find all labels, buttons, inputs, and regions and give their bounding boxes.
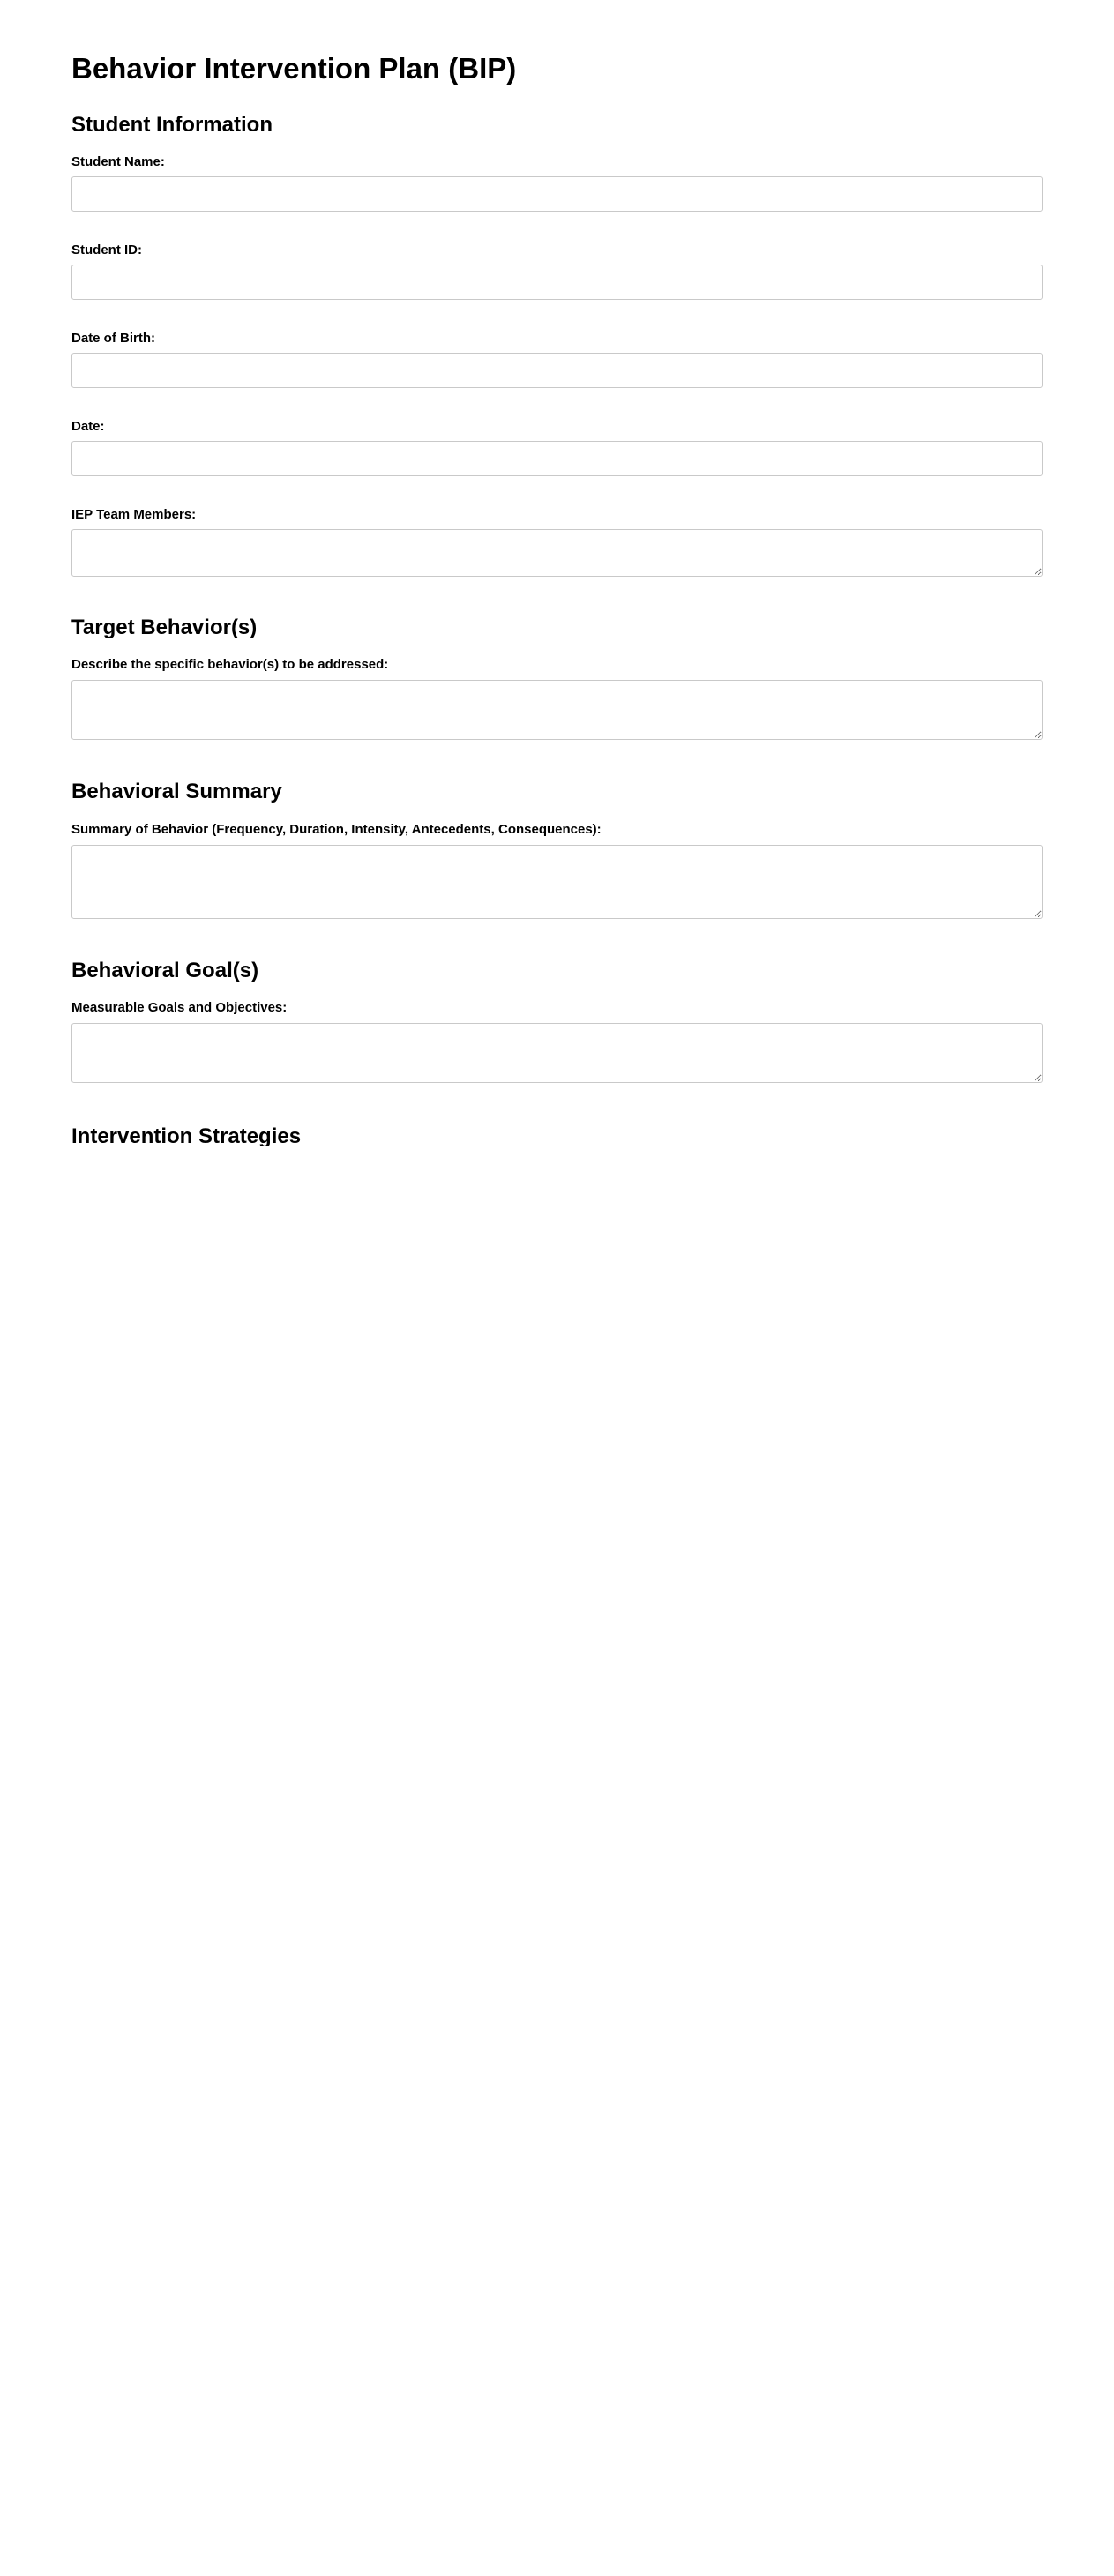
date-input[interactable] <box>71 441 1043 476</box>
behavioral-summary-textarea[interactable] <box>71 845 1043 919</box>
date-of-birth-input[interactable] <box>71 353 1043 388</box>
section-heading-target-behaviors: Target Behavior(s) <box>71 616 258 639</box>
student-name-input[interactable] <box>71 176 1043 212</box>
student-id-input[interactable] <box>71 265 1043 300</box>
date-of-birth-label: Date of Birth: <box>71 331 155 346</box>
section-heading-behavioral-goals: Behavioral Goal(s) <box>71 959 259 982</box>
target-behaviors-label: Describe the specific behavior(s) to be addressed: <box>71 657 389 672</box>
iep-team-members-textarea[interactable] <box>71 529 1043 577</box>
behavioral-goals-label: Measurable Goals and Objectives: <box>71 1000 288 1015</box>
page-title: Behavior Intervention Plan (BIP) <box>71 52 517 85</box>
section-heading-student-information: Student Information <box>71 113 273 137</box>
target-behaviors-textarea[interactable] <box>71 680 1043 740</box>
form-viewport <box>0 0 1114 1146</box>
date-label: Date: <box>71 419 105 434</box>
blank-render-area <box>0 1146 1114 2576</box>
student-id-label: Student ID: <box>71 243 142 258</box>
student-name-label: Student Name: <box>71 154 165 169</box>
iep-team-members-label: IEP Team Members: <box>71 507 197 522</box>
section-heading-intervention-strategies: Intervention Strategies <box>71 1124 302 1146</box>
behavioral-summary-label: Summary of Behavior (Frequency, Duration, Intensity, Antecedents, Consequences): <box>71 822 602 837</box>
behavioral-goals-textarea[interactable] <box>71 1023 1043 1083</box>
section-heading-behavioral-summary: Behavioral Summary <box>71 780 282 803</box>
